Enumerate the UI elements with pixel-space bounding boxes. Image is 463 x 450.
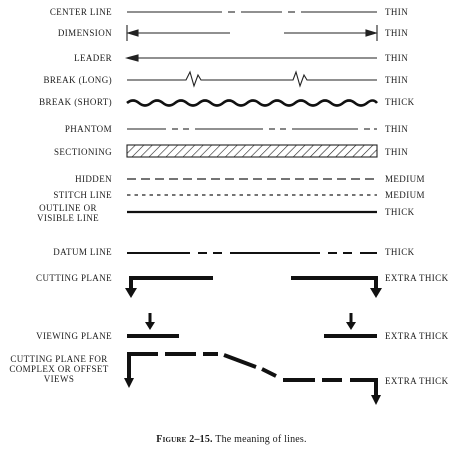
weight-phantom: THIN bbox=[385, 124, 409, 134]
weight-sectioning: THIN bbox=[385, 147, 409, 157]
label-phantom: PHANTOM bbox=[64, 124, 112, 134]
leader-line-sample bbox=[127, 55, 377, 61]
dimension-line-sample bbox=[127, 25, 377, 41]
cutting-plane-complex-sample bbox=[124, 354, 381, 405]
break-short-sample bbox=[127, 101, 377, 106]
cutting-plane-sample bbox=[125, 278, 382, 298]
weight-stitch-line: MEDIUM bbox=[385, 190, 425, 200]
label-cutting-plane: CUTTING PLANE bbox=[36, 273, 112, 283]
weight-center-line: THIN bbox=[385, 7, 409, 17]
viewing-plane-sample bbox=[127, 313, 377, 336]
label-sectioning: SECTIONING bbox=[54, 147, 112, 157]
label-datum-line: DATUM LINE bbox=[53, 247, 112, 257]
break-long-sample bbox=[127, 72, 377, 86]
dimension-arrow-left bbox=[128, 30, 138, 36]
weight-datum-line: THICK bbox=[385, 247, 415, 257]
viewing-plane-arrow-left bbox=[145, 322, 155, 330]
weight-viewing-plane: EXTRA THICK bbox=[385, 331, 449, 341]
figure-number: Figure 2–15. bbox=[156, 434, 213, 445]
cutting-plane-arrow-right bbox=[370, 288, 382, 298]
sectioning-sample bbox=[127, 145, 377, 157]
weight-cutting-plane: EXTRA THICK bbox=[385, 273, 449, 283]
figure-caption bbox=[0, 434, 463, 445]
complex-arrow-right bbox=[371, 395, 381, 405]
weight-outline: THICK bbox=[385, 207, 415, 217]
weight-leader: THIN bbox=[385, 53, 409, 63]
label-break-long: BREAK (LONG) bbox=[43, 75, 112, 85]
weight-break-short: THICK bbox=[385, 97, 415, 107]
leader-arrow bbox=[127, 55, 138, 61]
weight-break-long: THIN bbox=[385, 75, 409, 85]
viewing-plane-arrow-right bbox=[346, 322, 356, 330]
label-leader: LEADER bbox=[74, 53, 112, 63]
label-center-line: CENTER LINE bbox=[49, 7, 112, 17]
complex-arrow-left bbox=[124, 378, 134, 388]
label-viewing-plane: VIEWING PLANE bbox=[36, 331, 112, 341]
cutting-plane-arrow-left bbox=[125, 288, 137, 298]
dimension-arrow-right bbox=[366, 30, 376, 36]
label-break-short: BREAK (SHORT) bbox=[39, 97, 112, 107]
weight-hidden: MEDIUM bbox=[385, 174, 425, 184]
figure-caption-text: The meaning of lines. bbox=[215, 434, 307, 445]
label-hidden: HIDDEN bbox=[75, 174, 112, 184]
label-dimension: DIMENSION bbox=[57, 28, 112, 38]
weight-cutting-plane-complex: EXTRA THICK bbox=[385, 376, 449, 386]
label-stitch-line: STITCH LINE bbox=[53, 190, 112, 200]
label-outline: OUTLINE OR VISIBLE LINE bbox=[36, 203, 100, 223]
weight-dimension: THIN bbox=[385, 28, 409, 38]
label-cutting-plane-complex: CUTTING PLANE FOR COMPLEX OR OFFSET VIEWS bbox=[9, 354, 109, 384]
